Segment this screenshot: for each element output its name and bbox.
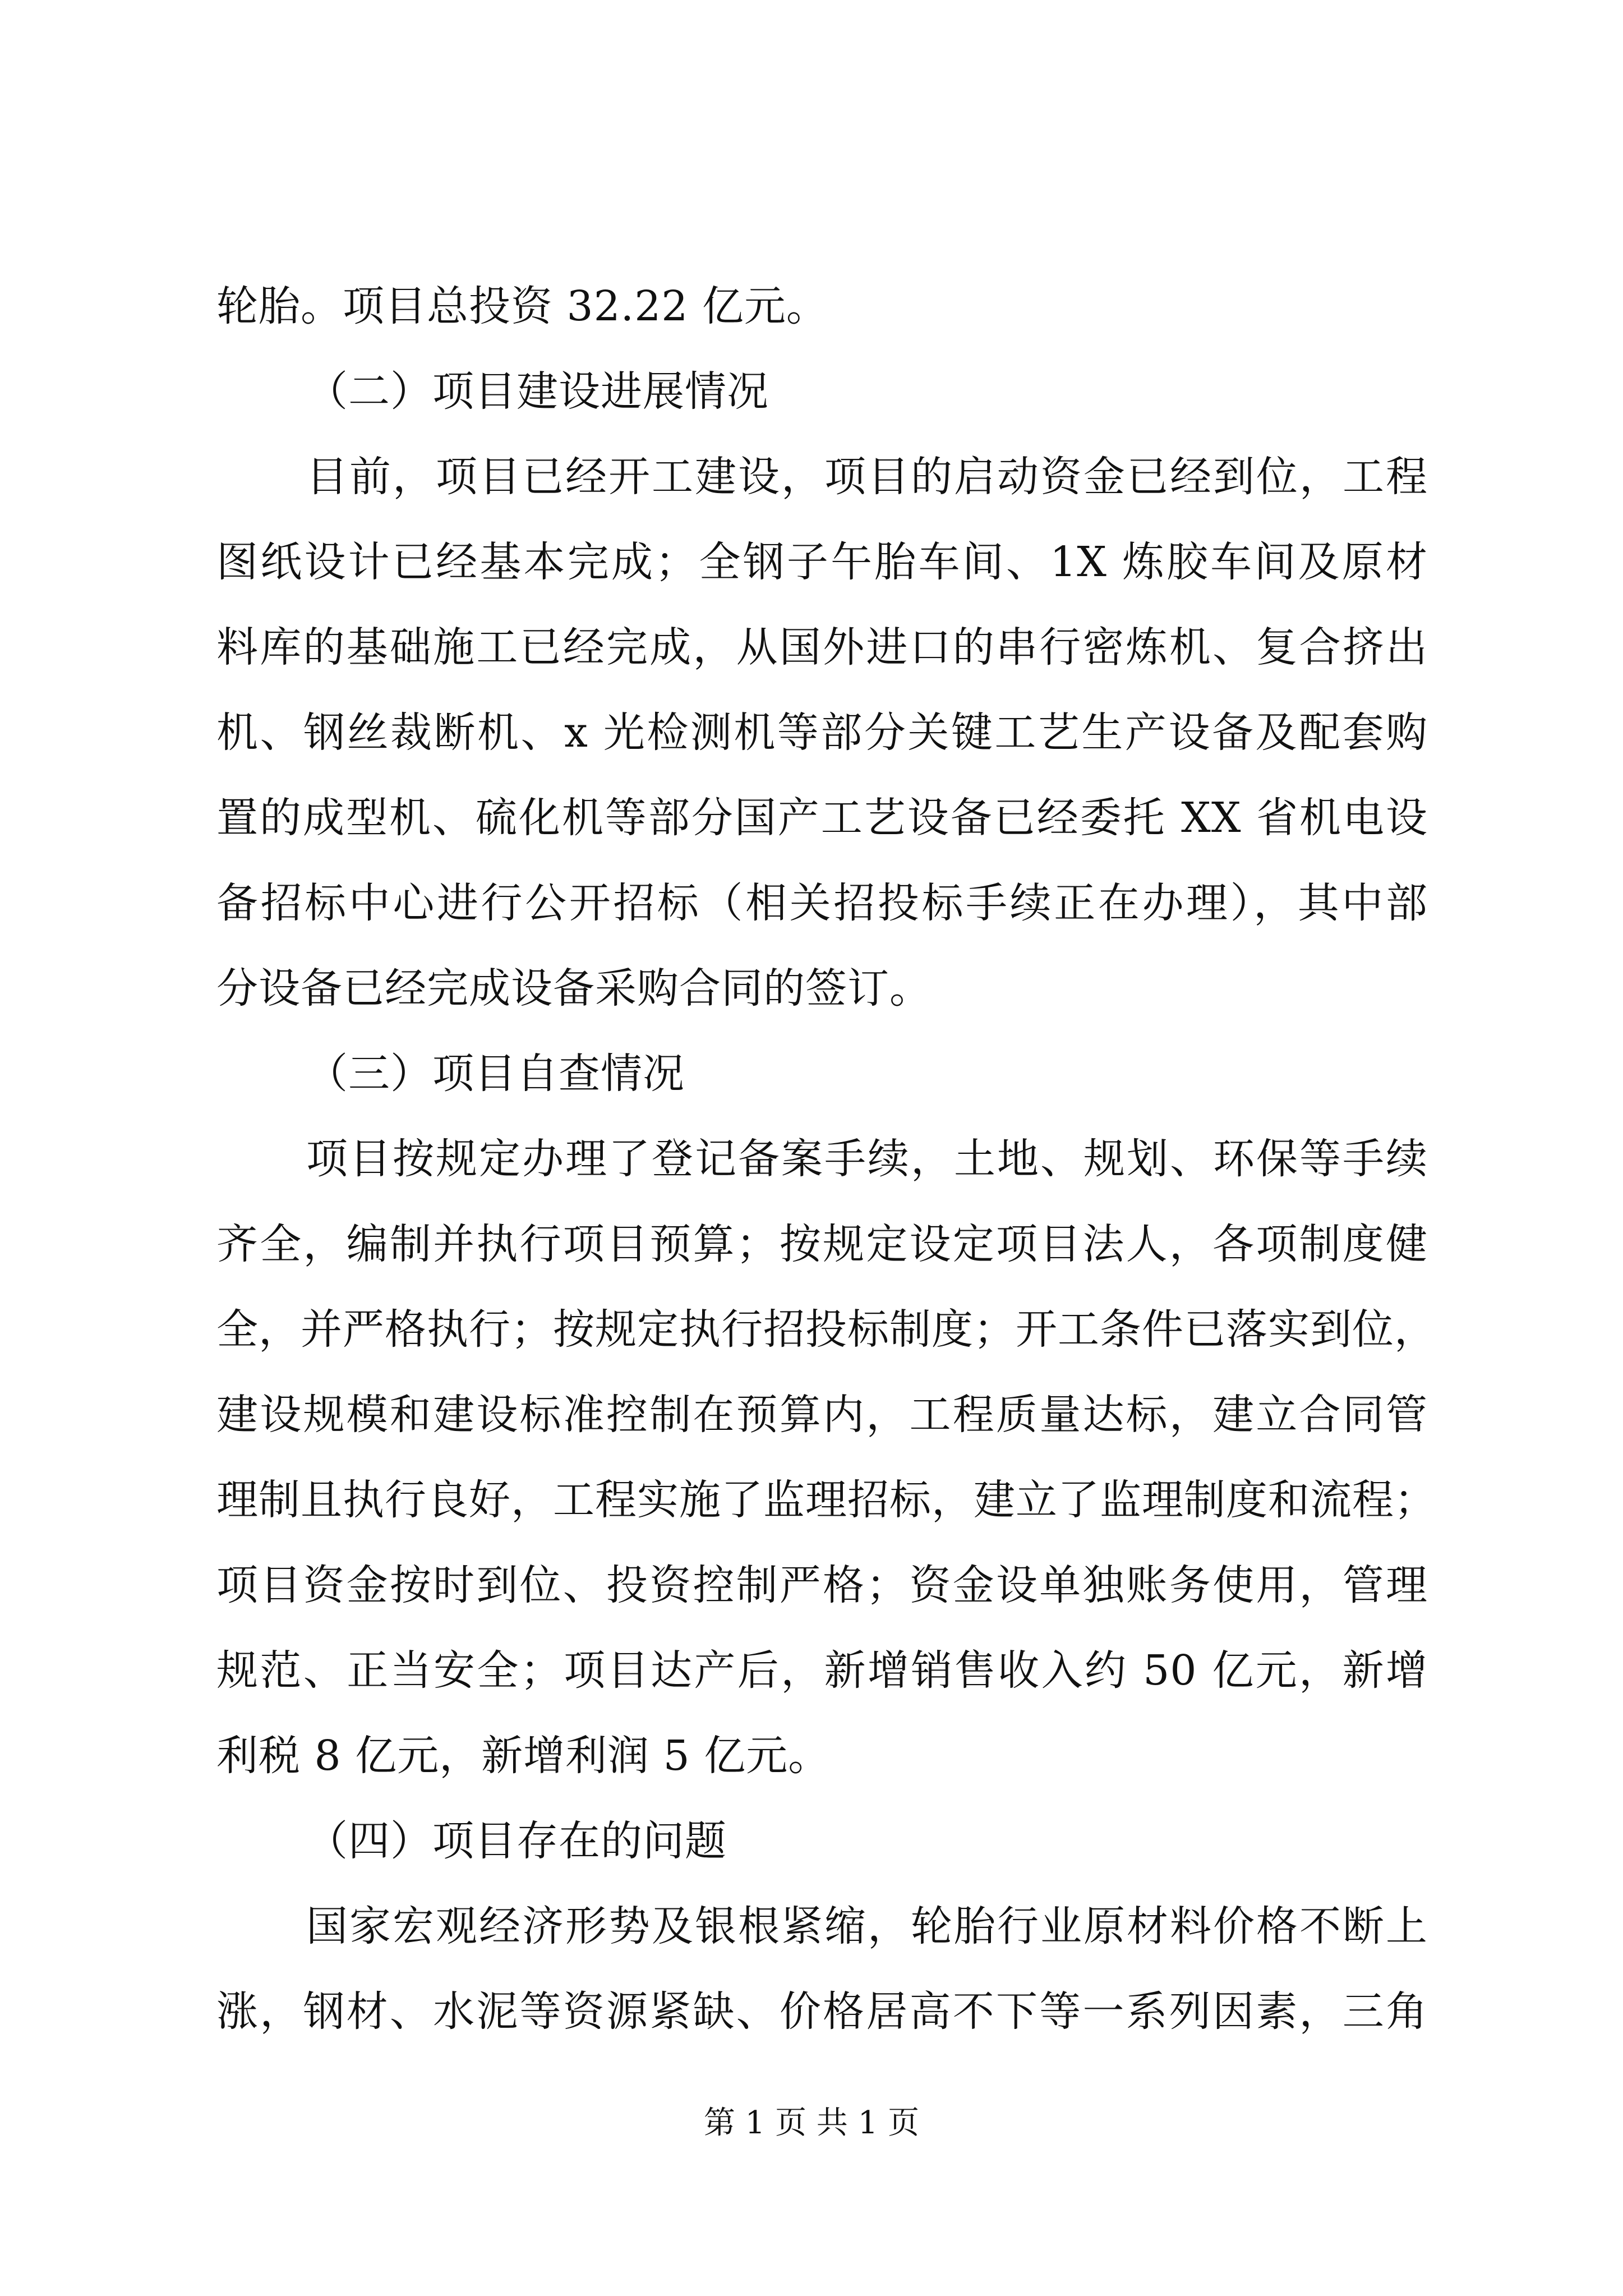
text-line: 涨，钢材、水泥等资源紧缺、价格居高不下等一系列因素，三角 — [216, 1987, 1428, 2036]
text-line: 建设规模和建设标准控制在预算内，工程质量达标，建立合同管 — [216, 1391, 1428, 1439]
text-line: 利税 8 亿元，新增利润 5 亿元。 — [216, 1732, 831, 1780]
text-line: 机、钢丝裁断机、x 光检测机等部分关键工艺生产设备及配套购 — [216, 708, 1428, 757]
text-line: 项目资金按时到位、投资控制严格；资金设单独账务使用，管理 — [216, 1561, 1428, 1609]
text-line: 轮胎。项目总投资 32.22 亿元。 — [216, 282, 828, 330]
section-heading-2: （二）项目建设进展情况 — [306, 367, 769, 416]
text-line: 目前，项目已经开工建设，项目的启动资金已经到位，工程 — [306, 453, 1428, 501]
section-heading-3: （三）项目自查情况 — [306, 1050, 685, 1098]
text-line: 全，并严格执行；按规定执行招投标制度；开工条件已落实到位， — [216, 1305, 1436, 1354]
text-line: 图纸设计已经基本完成；全钢子午胎车间、1X 炼胶车间及原材 — [216, 538, 1428, 586]
text-line: 理制且执行良好，工程实施了监理招标，建立了监理制度和流程； — [216, 1476, 1436, 1524]
text-line: 备招标中心进行公开招标（相关招投标手续正在办理），其中部 — [216, 879, 1428, 927]
text-line: 料库的基础施工已经完成，从国外进口的串行密炼机、复合挤出 — [216, 623, 1428, 671]
text-line: 项目按规定办理了登记备案手续，土地、规划、环保等手续 — [306, 1135, 1428, 1183]
page-footer: 第 1 页 共 1 页 — [703, 2105, 920, 2141]
text-line: 置的成型机、硫化机等部分国产工艺设备已经委托 XX 省机电设 — [216, 794, 1428, 842]
text-line: 规范、正当安全；项目达产后，新增销售收入约 50 亿元，新增 — [216, 1646, 1428, 1695]
section-heading-4: （四）项目存在的问题 — [306, 1817, 727, 1865]
text-line: 国家宏观经济形势及银根紧缩，轮胎行业原材料价格不断上 — [306, 1902, 1428, 1950]
document-body — [216, 264, 1436, 2054]
text-line: 齐全，编制并执行项目预算；按规定设定项目法人，各项制度健 — [216, 1220, 1428, 1268]
text-line: 分设备已经完成设备采购合同的签订。 — [216, 964, 932, 1013]
